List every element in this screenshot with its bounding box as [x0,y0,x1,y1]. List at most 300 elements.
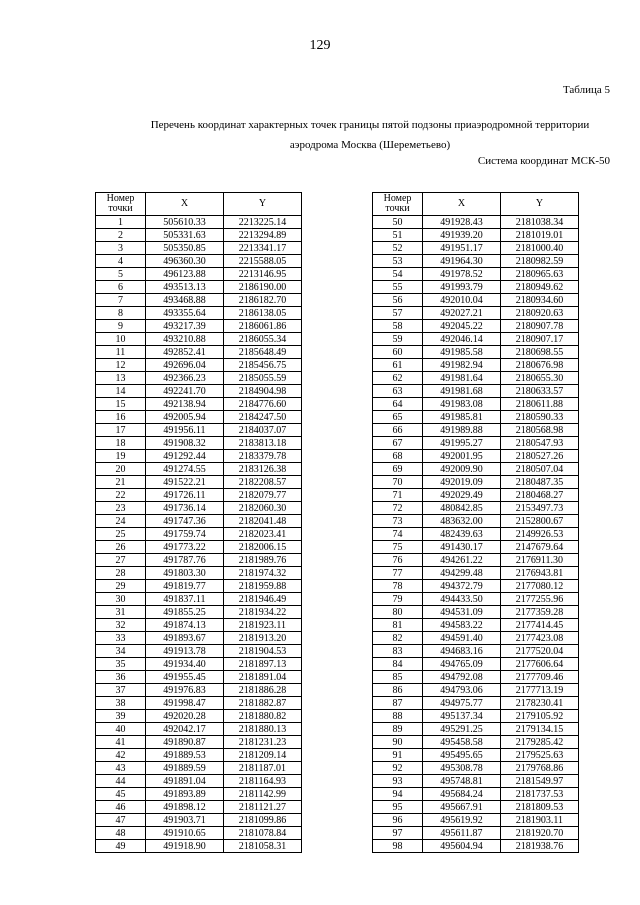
cell-point-number: 83 [373,645,423,658]
table-row [373,229,579,242]
cell-x: 495684.24 [423,788,501,801]
table-row [373,281,579,294]
cell-y: 2186182.70 [224,294,302,307]
table-row [96,684,302,697]
table-row [96,814,302,827]
cell-x: 494793.06 [423,684,501,697]
table-row [373,671,579,684]
cell-point-number: 5 [96,268,146,281]
cell-x: 491893.67 [146,632,224,645]
header-num-line-2: точки [385,203,410,214]
cell-point-number: 9 [96,320,146,333]
cell-y: 2185456.75 [224,359,302,372]
cell-y: 2213294.89 [224,229,302,242]
cell-y: 2181880.13 [224,723,302,736]
cell-point-number: 95 [373,801,423,814]
cell-x: 495667.91 [423,801,501,814]
cell-x: 495619.92 [423,814,501,827]
cell-x: 494765.09 [423,658,501,671]
cell-point-number: 17 [96,424,146,437]
table-row [96,541,302,554]
cell-point-number: 52 [373,242,423,255]
cell-x: 492241.70 [146,385,224,398]
cell-point-number: 79 [373,593,423,606]
cell-y: 2177359.28 [501,606,579,619]
cell-y: 2180527.26 [501,450,579,463]
cell-y: 2181737.53 [501,788,579,801]
cell-y: 2213225.14 [224,216,302,229]
cell-x: 491903.71 [146,814,224,827]
cell-point-number: 6 [96,281,146,294]
cell-point-number: 46 [96,801,146,814]
cell-point-number: 50 [373,216,423,229]
table-row [96,372,302,385]
cell-point-number: 90 [373,736,423,749]
cell-x: 491913.78 [146,645,224,658]
table-row [373,567,579,580]
cell-x: 491955.45 [146,671,224,684]
table-row [96,567,302,580]
cell-y: 2177520.04 [501,645,579,658]
cell-y: 2184904.98 [224,385,302,398]
cell-x: 492046.14 [423,333,501,346]
cell-point-number: 31 [96,606,146,619]
cell-x: 482439.63 [423,528,501,541]
cell-point-number: 71 [373,489,423,502]
table-row [373,437,579,450]
cell-point-number: 12 [96,359,146,372]
cell-point-number: 80 [373,606,423,619]
cell-y: 2184776.60 [224,398,302,411]
cell-y: 2177606.64 [501,658,579,671]
cell-x: 491889.53 [146,749,224,762]
header-num-line-1: Номер [383,193,412,204]
table-row [96,294,302,307]
table-row [373,346,579,359]
table-row [96,645,302,658]
cell-x: 492852.41 [146,346,224,359]
cell-x: 496360.30 [146,255,224,268]
cell-point-number: 33 [96,632,146,645]
cell-point-number: 96 [373,814,423,827]
cell-x: 491759.74 [146,528,224,541]
table-row [96,801,302,814]
cell-y: 2181904.53 [224,645,302,658]
cell-x: 491951.17 [423,242,501,255]
table-row [96,463,302,476]
cell-point-number: 32 [96,619,146,632]
table-row [96,593,302,606]
table-row [96,216,302,229]
table-row [96,489,302,502]
cell-point-number: 78 [373,580,423,593]
cell-y: 2177713.19 [501,684,579,697]
table-row [373,489,579,502]
cell-point-number: 61 [373,359,423,372]
header-num-line-2: точки [108,203,133,214]
cell-y: 2181891.04 [224,671,302,684]
cell-point-number: 29 [96,580,146,593]
table-row [373,294,579,307]
cell-x: 493468.88 [146,294,224,307]
cell-point-number: 42 [96,749,146,762]
cell-y: 2186138.05 [224,307,302,320]
cell-point-number: 56 [373,294,423,307]
table-row [373,424,579,437]
coordinate-system-label: Система координат МСК-50 [477,155,610,167]
table-row [373,476,579,489]
table-row [96,671,302,684]
cell-x: 505610.33 [146,216,224,229]
header-num-line-1: Номер [106,193,135,204]
cell-point-number: 47 [96,814,146,827]
cell-y: 2177414.45 [501,619,579,632]
document-title [105,115,635,155]
cell-point-number: 38 [96,697,146,710]
cell-x: 493210.88 [146,333,224,346]
cell-x: 492020.28 [146,710,224,723]
cell-x: 492027.21 [423,307,501,320]
cell-x: 491981.68 [423,385,501,398]
cell-point-number: 4 [96,255,146,268]
cell-point-number: 37 [96,684,146,697]
cell-x: 495604.94 [423,840,501,853]
cell-point-number: 41 [96,736,146,749]
table-row [96,346,302,359]
table-row [96,710,302,723]
table-row [373,255,579,268]
cell-y: 2184247.50 [224,411,302,424]
table-row [96,398,302,411]
table-row [373,320,579,333]
cell-point-number: 39 [96,710,146,723]
table-row [373,645,579,658]
cell-y: 2180949.62 [501,281,579,294]
cell-y: 2182041.48 [224,515,302,528]
cell-x: 491773.22 [146,541,224,554]
cell-y: 2180507.04 [501,463,579,476]
cell-x: 494372.79 [423,580,501,593]
table-row [96,762,302,775]
table-row [96,411,302,424]
cell-point-number: 22 [96,489,146,502]
cell-x: 492042.17 [146,723,224,736]
table-row [373,697,579,710]
cell-y: 2181903.11 [501,814,579,827]
cell-y: 2180965.63 [501,268,579,281]
cell-x: 483632.00 [423,515,501,528]
table-row [96,281,302,294]
table-header-row [96,193,302,216]
table-row [373,710,579,723]
cell-point-number: 98 [373,840,423,853]
cell-x: 491726.11 [146,489,224,502]
cell-point-number: 97 [373,827,423,840]
table-row [373,385,579,398]
cell-point-number: 16 [96,411,146,424]
cell-x: 491855.25 [146,606,224,619]
cell-point-number: 19 [96,450,146,463]
table-row [96,385,302,398]
cell-y: 2182060.30 [224,502,302,515]
cell-point-number: 48 [96,827,146,840]
title-line-2: аэродрома Москва (Шереметьево) [289,139,451,151]
table-row [373,736,579,749]
cell-point-number: 72 [373,502,423,515]
cell-y: 2147679.64 [501,541,579,554]
cell-x: 494261.22 [423,554,501,567]
cell-x: 505331.63 [146,229,224,242]
cell-point-number: 7 [96,294,146,307]
cell-point-number: 26 [96,541,146,554]
table-row [96,229,302,242]
table-row [373,502,579,515]
cell-y: 2180568.98 [501,424,579,437]
cell-point-number: 60 [373,346,423,359]
cell-y: 2180487.35 [501,476,579,489]
cell-point-number: 57 [373,307,423,320]
cell-x: 495308.78 [423,762,501,775]
cell-y: 2180633.57 [501,385,579,398]
table-row [96,827,302,840]
cell-y: 2152800.67 [501,515,579,528]
title-line-1: Перечень координат характерных точек границы пятой подзоны приаэродромной территории [150,119,590,131]
cell-point-number: 49 [96,840,146,853]
cell-x: 491998.47 [146,697,224,710]
cell-x: 493513.13 [146,281,224,294]
cell-y: 2183813.18 [224,437,302,450]
header-x: X [146,193,224,216]
cell-point-number: 51 [373,229,423,242]
table-row [373,554,579,567]
cell-y: 2181058.31 [224,840,302,853]
cell-point-number: 15 [96,398,146,411]
cell-y: 2176943.81 [501,567,579,580]
table-row [373,333,579,346]
table-row [373,827,579,840]
table-row [373,541,579,554]
cell-y: 2180611.88 [501,398,579,411]
cell-y: 2181019.01 [501,229,579,242]
cell-point-number: 54 [373,268,423,281]
cell-y: 2179105.92 [501,710,579,723]
header-x: X [423,193,501,216]
cell-point-number: 2 [96,229,146,242]
cell-point-number: 58 [373,320,423,333]
cell-y: 2181121.27 [224,801,302,814]
cell-x: 491910.65 [146,827,224,840]
cell-x: 492138.94 [146,398,224,411]
cell-point-number: 36 [96,671,146,684]
table-row [96,242,302,255]
cell-x: 492029.49 [423,489,501,502]
cell-y: 2181938.76 [501,840,579,853]
cell-y: 2181880.82 [224,710,302,723]
cell-x: 493355.64 [146,307,224,320]
cell-y: 2176911.30 [501,554,579,567]
cell-y: 2185055.59 [224,372,302,385]
cell-point-number: 74 [373,528,423,541]
cell-x: 491976.83 [146,684,224,697]
cell-y: 2186190.00 [224,281,302,294]
table-row [373,398,579,411]
cell-x: 491893.89 [146,788,224,801]
cell-y: 2183379.78 [224,450,302,463]
table-row [96,515,302,528]
cell-y: 2177255.96 [501,593,579,606]
table-row [96,320,302,333]
table-row [96,528,302,541]
cell-x: 491995.27 [423,437,501,450]
table-row [96,476,302,489]
cell-y: 2181231.23 [224,736,302,749]
cell-point-number: 13 [96,372,146,385]
cell-point-number: 1 [96,216,146,229]
cell-x: 491983.08 [423,398,501,411]
cell-y: 2177709.46 [501,671,579,684]
cell-point-number: 27 [96,554,146,567]
cell-y: 2213146.95 [224,268,302,281]
cell-point-number: 91 [373,749,423,762]
cell-x: 491978.52 [423,268,501,281]
cell-x: 491918.90 [146,840,224,853]
cell-x: 491981.64 [423,372,501,385]
cell-x: 492045.22 [423,320,501,333]
table-row [373,359,579,372]
cell-point-number: 68 [373,450,423,463]
table-row [96,424,302,437]
cell-x: 495495.65 [423,749,501,762]
cell-point-number: 20 [96,463,146,476]
cell-point-number: 53 [373,255,423,268]
cell-x: 491928.43 [423,216,501,229]
cell-x: 491891.04 [146,775,224,788]
table-header-row [373,193,579,216]
table-row [373,580,579,593]
cell-y: 2186055.34 [224,333,302,346]
cell-y: 2181913.20 [224,632,302,645]
cell-x: 495748.81 [423,775,501,788]
table-row [96,268,302,281]
cell-x: 494591.40 [423,632,501,645]
cell-y: 2180934.60 [501,294,579,307]
table-row [373,762,579,775]
cell-point-number: 14 [96,385,146,398]
cell-y: 2182006.15 [224,541,302,554]
cell-x: 491274.55 [146,463,224,476]
table-row [96,359,302,372]
cell-y: 2179525.63 [501,749,579,762]
cell-point-number: 11 [96,346,146,359]
cell-point-number: 84 [373,658,423,671]
cell-y: 2182023.41 [224,528,302,541]
cell-point-number: 89 [373,723,423,736]
cell-point-number: 88 [373,710,423,723]
table-row [373,775,579,788]
cell-y: 2177423.08 [501,632,579,645]
cell-point-number: 21 [96,476,146,489]
cell-y: 2180920.63 [501,307,579,320]
cell-point-number: 35 [96,658,146,671]
cell-y: 2213341.17 [224,242,302,255]
table-row [373,840,579,853]
cell-point-number: 77 [373,567,423,580]
cell-point-number: 45 [96,788,146,801]
table-row [373,216,579,229]
cell-x: 492010.04 [423,294,501,307]
coordinates-table-right [372,192,579,853]
cell-y: 2181038.34 [501,216,579,229]
table-row [96,606,302,619]
table-row [373,372,579,385]
table-row [96,554,302,567]
table-row [373,814,579,827]
cell-y: 2179285.42 [501,736,579,749]
cell-x: 492696.04 [146,359,224,372]
cell-x: 491819.77 [146,580,224,593]
table-row [373,749,579,762]
cell-y: 2181989.76 [224,554,302,567]
table-row [96,333,302,346]
table-row [96,580,302,593]
cell-y: 2181897.13 [224,658,302,671]
cell-point-number: 23 [96,502,146,515]
cell-x: 480842.85 [423,502,501,515]
cell-point-number: 85 [373,671,423,684]
table-row [96,437,302,450]
cell-x: 505350.85 [146,242,224,255]
cell-y: 2181920.70 [501,827,579,840]
cell-point-number: 64 [373,398,423,411]
page-number: 129 [309,38,331,53]
header-point-number [373,193,423,216]
cell-point-number: 69 [373,463,423,476]
cell-point-number: 76 [373,554,423,567]
cell-x: 491890.87 [146,736,224,749]
table-row [373,658,579,671]
table-row [373,606,579,619]
table-row [96,840,302,853]
cell-point-number: 66 [373,424,423,437]
cell-x: 495458.58 [423,736,501,749]
cell-x: 491985.81 [423,411,501,424]
cell-point-number: 18 [96,437,146,450]
cell-x: 491430.17 [423,541,501,554]
table-row [373,307,579,320]
table-row [96,450,302,463]
cell-x: 492009.90 [423,463,501,476]
cell-x: 491908.32 [146,437,224,450]
cell-x: 492001.95 [423,450,501,463]
cell-x: 494583.22 [423,619,501,632]
cell-x: 495291.25 [423,723,501,736]
cell-point-number: 3 [96,242,146,255]
cell-x: 491889.59 [146,762,224,775]
cell-point-number: 63 [373,385,423,398]
cell-y: 2153497.73 [501,502,579,515]
cell-x: 491989.88 [423,424,501,437]
cell-point-number: 28 [96,567,146,580]
table-row [96,775,302,788]
cell-point-number: 25 [96,528,146,541]
table-row [373,788,579,801]
cell-point-number: 10 [96,333,146,346]
cell-x: 491736.14 [146,502,224,515]
cell-point-number: 94 [373,788,423,801]
table-row [373,801,579,814]
cell-y: 2177080.12 [501,580,579,593]
cell-x: 491956.11 [146,424,224,437]
